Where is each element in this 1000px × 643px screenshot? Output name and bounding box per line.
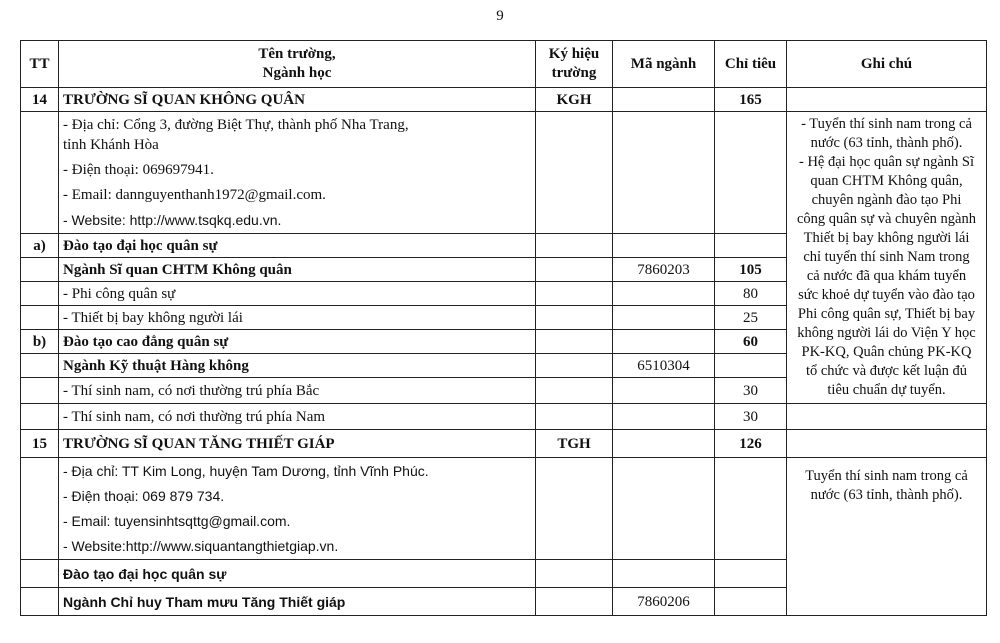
school14-contact xyxy=(59,112,536,234)
major-chtm-code: 7860203 xyxy=(613,258,715,282)
spec-uav-quota: 25 xyxy=(715,306,787,330)
school15-notes xyxy=(787,458,987,616)
school14-note-line: nước (63 tỉnh, thành phố). xyxy=(810,135,963,151)
section-b-title: Đào tạo cao đẳng quân sự xyxy=(59,330,536,354)
header-row xyxy=(21,41,987,88)
south-row xyxy=(21,404,987,430)
north-name: - Thí sinh nam, có nơi thường trú phía Bắc xyxy=(59,378,536,404)
school15-major-code: 7860206 xyxy=(613,588,715,616)
school15-major-name: Ngành Chỉ huy Tham mưu Tăng Thiết giáp xyxy=(59,588,536,616)
school15-section-title: Đào tạo đại học quân sự xyxy=(59,560,536,588)
spec-pilot-quota: 80 xyxy=(715,282,787,306)
header-school-symbol xyxy=(536,41,613,88)
school14-notes xyxy=(787,112,987,404)
school14-row xyxy=(21,88,987,112)
admission-table xyxy=(20,40,987,616)
school15-contact xyxy=(59,458,536,560)
spec-uav-name: - Thiết bị bay không người lái xyxy=(59,306,536,330)
school15-note-line: nước (63 tỉnh, thành phố). xyxy=(810,487,963,503)
school14-notes-top xyxy=(787,88,987,112)
north-quota: 30 xyxy=(715,378,787,404)
south-quota: 30 xyxy=(715,404,787,430)
school15-email: - Email: tuyensinhtsqttg@gmail.com. xyxy=(63,513,291,529)
school15-row xyxy=(21,430,987,458)
school14-note-line: không người lái do Viện Y học xyxy=(797,325,976,341)
school14-quota: 165 xyxy=(715,88,787,112)
major-chtm-name: Ngành Sĩ quan CHTM Không quân xyxy=(59,258,536,282)
school14-note-line: - Hệ đại học quân sự ngành Sĩ xyxy=(799,154,974,170)
school15-symbol: TGH xyxy=(536,430,613,458)
header-symbol-line1: Ký hiệu xyxy=(548,46,600,62)
major-aviation-name: Ngành Kỹ thuật Hàng không xyxy=(59,354,536,378)
page-number: 9 xyxy=(496,8,504,24)
school14-note-line: quan CHTM Không quân, xyxy=(810,173,963,189)
school14-note-line: PK-KQ, Quân chủng PK-KQ xyxy=(801,344,972,360)
header-school-name xyxy=(59,41,536,88)
header-symbol-line2: trường xyxy=(551,65,597,81)
school15-tt: 15 xyxy=(21,430,59,458)
school14-website: - Website: http://www.tsqkq.edu.vn. xyxy=(63,212,282,228)
major-aviation-code: 6510304 xyxy=(613,354,715,378)
school14-phone: - Điện thoại: 069697941. xyxy=(63,162,214,178)
header-tt: TT xyxy=(21,41,59,88)
school14-note-line: tổ chức và được kết luận đủ xyxy=(805,363,968,379)
school15-website: - Website:http://www.siquantangthietgiap.vn. xyxy=(63,538,339,554)
school14-tt: 14 xyxy=(21,88,59,112)
header-notes: Ghi chú xyxy=(787,41,987,88)
header-major-code: Mã ngành xyxy=(613,41,715,88)
south-name: - Thí sinh nam, có nơi thường trú phía Nam xyxy=(59,404,536,430)
header-name-line2: Ngành học xyxy=(262,65,332,81)
header-name-line1: Tên trường, xyxy=(258,46,336,62)
major-chtm-quota: 105 xyxy=(715,258,787,282)
school15-note-line: Tuyển thí sinh nam trong cả xyxy=(805,468,968,484)
school15-quota: 126 xyxy=(715,430,787,458)
school15-address: - Địa chỉ: TT Kim Long, huyện Tam Dương, tỉnh Vĩnh Phúc. xyxy=(63,463,429,479)
school15-name: TRƯỜNG SĨ QUAN TĂNG THIẾT GIÁP xyxy=(59,430,536,458)
school14-note-line: chuyên ngành đào tạo Phi xyxy=(811,192,962,208)
section-a-title: Đào tạo đại học quân sự xyxy=(59,234,536,258)
school14-code xyxy=(613,88,715,112)
school14-note-line: Thiết bị bay không người lái xyxy=(803,230,970,246)
spec-pilot-name: - Phi công quân sự xyxy=(59,282,536,306)
school14-name: TRƯỜNG SĨ QUAN KHÔNG QUÂN xyxy=(59,88,536,112)
school14-note-line: Phi công quân sự, Thiết bị bay xyxy=(797,306,976,322)
school14-note-line: chỉ tuyển thí sinh Nam trong xyxy=(803,249,970,265)
school14-address-line2: tỉnh Khánh Hòa xyxy=(63,137,159,153)
section-b-quota: 60 xyxy=(715,330,787,354)
school14-note-line: tiêu chuẩn dự tuyển. xyxy=(827,382,946,398)
school14-note-line: sức khoẻ dự tuyển vào đào tạo xyxy=(798,287,975,303)
section-a-tt: a) xyxy=(21,234,59,258)
school14-note-line: công quân sự và chuyên ngành xyxy=(797,211,976,227)
school14-note-line: cả nước đã qua khám tuyển xyxy=(806,268,967,284)
section-b-tt: b) xyxy=(21,330,59,354)
school14-email: - Email: dannguyenthanh1972@gmail.com. xyxy=(63,187,326,203)
header-quota: Chỉ tiêu xyxy=(715,41,787,88)
school15-contact-row xyxy=(21,458,987,560)
school14-address-line1: - Địa chỉ: Cổng 3, đường Biệt Thự, thành phố Nha Trang, xyxy=(63,117,409,133)
school14-note-line: - Tuyển thí sinh nam trong cả xyxy=(801,116,972,132)
school15-phone: - Điện thoại: 069 879 734. xyxy=(63,488,225,504)
school14-contact-row xyxy=(21,112,987,234)
school14-symbol: KGH xyxy=(536,88,613,112)
